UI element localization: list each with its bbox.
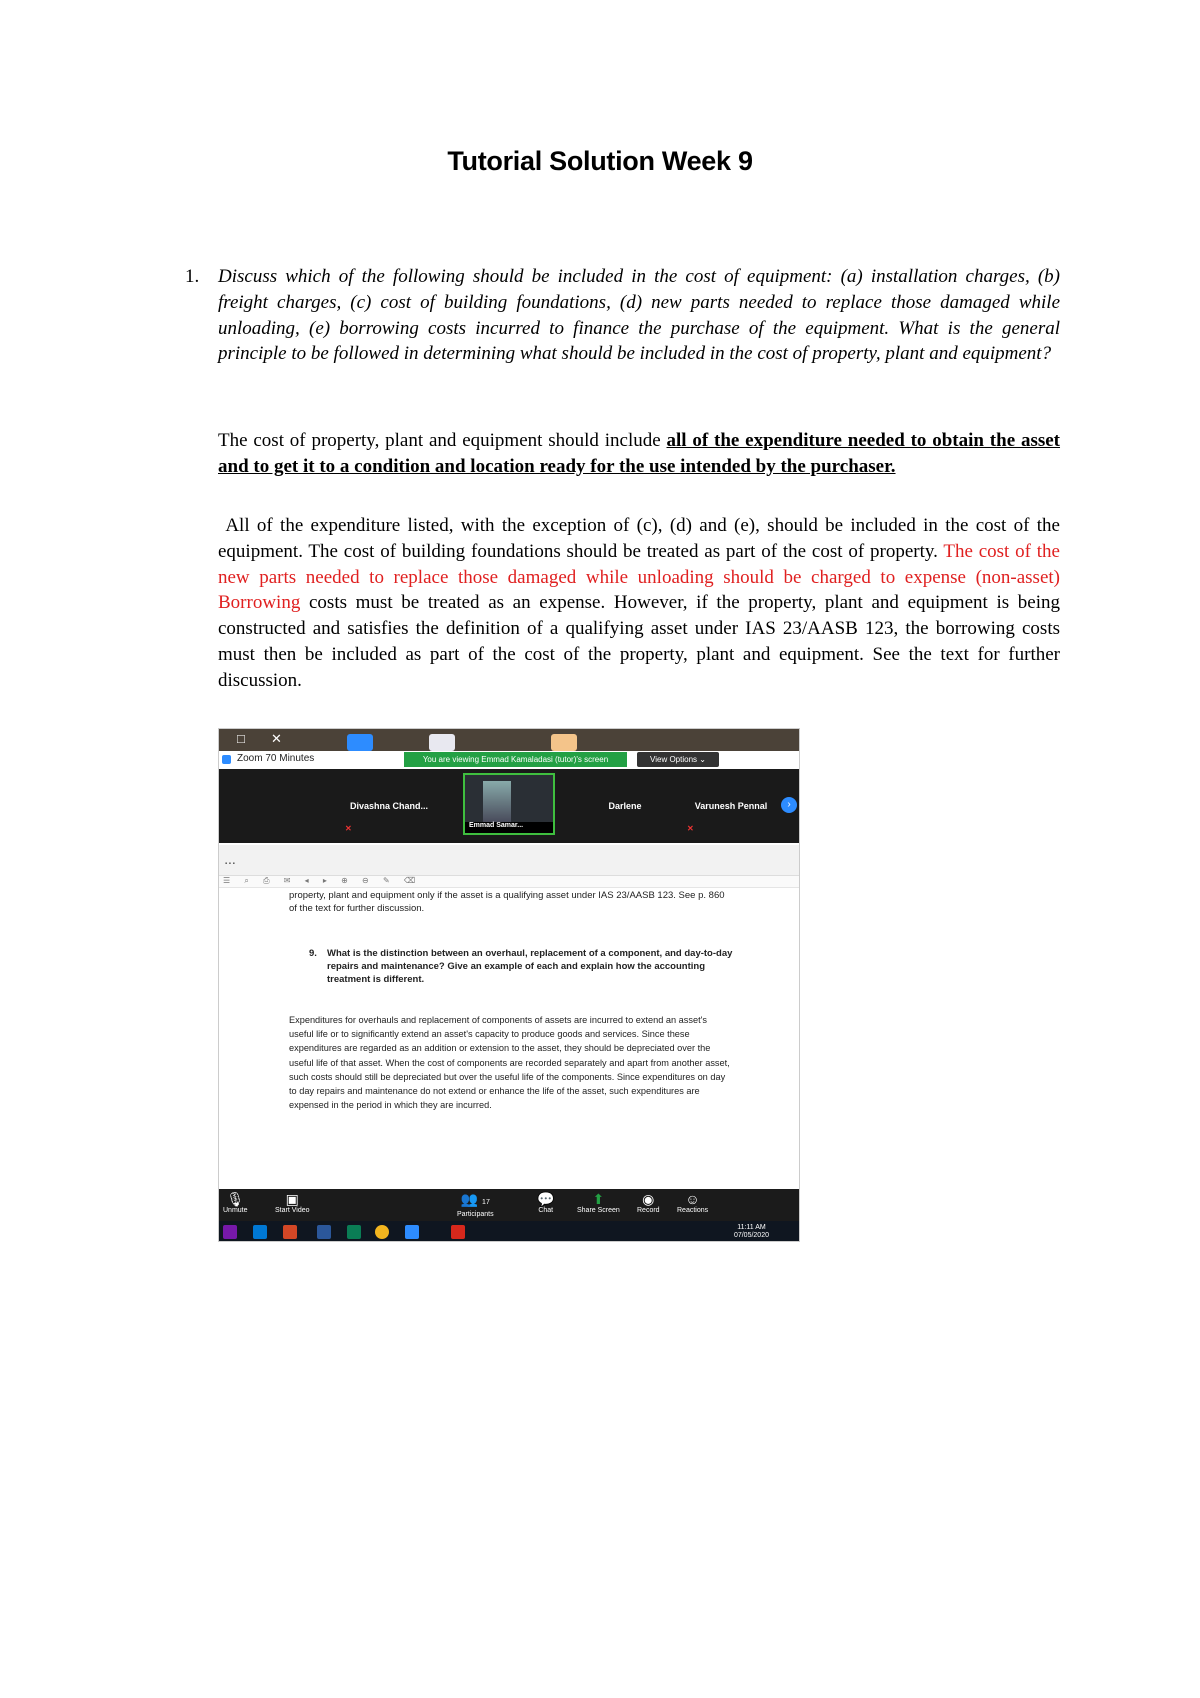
close-icon[interactable]: ✕ <box>271 731 282 746</box>
zoom-window-title: Zoom 70 Minutes <box>237 753 315 764</box>
unmute-button[interactable] <box>223 1191 248 1214</box>
muted-mic-icon: ✕ <box>345 824 352 833</box>
zoom-controls-bar <box>219 1189 799 1242</box>
calendar-icon <box>429 734 455 751</box>
doc-question <box>309 947 747 986</box>
doc-question-number: 9. <box>309 948 317 959</box>
participant-gallery <box>219 769 799 843</box>
question-number: 1. <box>185 266 200 287</box>
participants-icon: 👥 17 <box>460 1191 490 1207</box>
answer-detail-highlight: The cost of the new parts needed to replace those damaged while unloading should be charged to expense (non-asset) Borrowing <box>218 540 1060 614</box>
participant-tile[interactable] <box>575 773 675 835</box>
start-video-label: Start Video <box>275 1207 310 1214</box>
answer-principle: all of the expenditure needed to obtain the asset and to get it to a condition and location ready for the use intended by the purchaser. <box>218 430 1061 477</box>
page-title: Tutorial Solution Week 9 <box>447 146 753 176</box>
unmute-label: Unmute <box>223 1207 248 1214</box>
answer-detail-start: All of the expenditure listed, with the exception of (c), (d) and (e), should be included in the cost of the equipment. The cost of building foundations should be treated as part of the cost of property. <box>218 515 1060 562</box>
answer-intro: The cost of property, plant and equipment should include <box>218 430 667 451</box>
answer-detail-paragraph <box>218 513 1060 694</box>
reactions-button[interactable] <box>677 1191 708 1214</box>
participant-name: Emmad Samar... <box>465 822 553 833</box>
zoom-app-icon <box>347 734 373 751</box>
record-icon: ◉ <box>642 1191 655 1207</box>
chrome-icon[interactable] <box>375 1225 389 1239</box>
reactions-icon: ☺ <box>685 1191 700 1207</box>
clock-time: 11:11 AM <box>737 1224 766 1231</box>
zoom-logo-icon <box>222 755 231 764</box>
tab-icon: ▪ ▪ ▪ <box>225 861 235 867</box>
chat-icon: 💬 <box>537 1191 555 1207</box>
view-options-button[interactable]: View Options ⌄ <box>637 752 719 767</box>
share-screen-button[interactable] <box>577 1191 620 1214</box>
muted-mic-icon: ✕ <box>687 824 694 833</box>
answer-principle-paragraph <box>218 428 1060 479</box>
chat-label: Chat <box>538 1207 554 1214</box>
video-feed <box>483 781 511 825</box>
next-page-icon[interactable]: › <box>781 797 797 813</box>
participant-name: Varunesh Pennal <box>694 801 768 811</box>
system-clock <box>734 1224 769 1240</box>
participant-tile[interactable] <box>339 773 439 835</box>
record-button[interactable] <box>637 1191 660 1214</box>
chat-button[interactable] <box>537 1191 554 1214</box>
share-screen-label: Share Screen <box>577 1207 620 1214</box>
answer-detail-end: costs must be treated as an expense. However, if the property, plant and equipment is being constructed and satisfies the definition of a qualifying asset under IAS 23/AASB 123, the borrowing costs must then be included as part of the cost of the property, plant and equipment. See the text for further discussion. <box>218 592 1060 691</box>
shared-document <box>219 843 799 1189</box>
video-camera-icon: ▣ <box>285 1191 299 1207</box>
zoom-screenshot <box>218 728 800 1242</box>
participant-video-tile[interactable] <box>463 773 555 835</box>
question-text: Discuss which of the following should be included in the cost of equipment: (a) installation charges, (b) freight charges, (c) cost of building foundations, (d) new parts needed to replace those damaged while unloading, (e) borrowing costs incurred to finance the purchase of the equipment. What is the general principle to be followed in determining what should be included in the cost of property, plant and equipment? <box>218 266 1060 365</box>
participant-tile[interactable] <box>681 773 781 835</box>
browser-tabs <box>219 845 799 876</box>
word-icon[interactable] <box>317 1225 331 1239</box>
outlook-icon[interactable] <box>253 1225 267 1239</box>
onenote-icon[interactable] <box>223 1225 237 1239</box>
clock-date: 07/05/2020 <box>733 1232 769 1239</box>
participant-name: Darlene <box>608 801 642 811</box>
maximize-icon[interactable]: □ <box>237 731 245 746</box>
excel-icon[interactable] <box>347 1225 361 1239</box>
zoom-taskbar-icon[interactable] <box>405 1225 419 1239</box>
pdf-reader-icon[interactable] <box>451 1225 465 1239</box>
share-banner: You are viewing Emmad Kamaladasi (tutor)'s screen <box>404 752 627 767</box>
powerpoint-icon[interactable] <box>283 1225 297 1239</box>
participant-count: 17 <box>482 1199 490 1206</box>
share-screen-icon: ⬆ <box>592 1191 605 1207</box>
reactions-label: Reactions <box>677 1207 709 1214</box>
window-titlebar <box>219 729 799 751</box>
pdf-toolbar: ☰ ⌕ ⎙ ✉ ◂ ▸ ⊕ ⊖ ✎ ⌫ <box>219 876 799 888</box>
doc-answer: Expenditures for overhauls and replacement of components of assets are incurred to extend an asset's useful life or to significantly extend an asset's capacity to produce goods and services. Since these expenditures are regarded as an addition or extension to the asset, they should be depreciated over the useful life of that asset. When the cost of components are recorded separately and apart from another asset, such costs should still be depreciated but over the useful life of the components. Since expenditures on day to day repairs and maintenance do not extend or enhance the life of the asset, such expenditures are expensed in the period in which they are incurred. <box>289 1015 730 1111</box>
participant-name: Divashna Chand... <box>349 801 429 811</box>
record-label: Record <box>637 1207 660 1214</box>
windows-taskbar <box>219 1221 799 1242</box>
start-video-button[interactable] <box>275 1191 310 1214</box>
participants-button[interactable] <box>457 1191 494 1218</box>
doc-paragraph: property, plant and equipment only if the asset is a qualifying asset under IAS 23/AASB 123. See p. 860 of the text for further discussion. <box>289 890 725 914</box>
folder-icon <box>551 734 577 751</box>
doc-question-text: What is the distinction between an overhaul, replacement of a component, and day-to-day repairs and maintenance? Give an example of each and explain how the accounting treatment is different. <box>327 948 733 985</box>
microphone-icon: 🎙 <box>226 1191 245 1207</box>
participants-label: Participants <box>457 1211 494 1218</box>
